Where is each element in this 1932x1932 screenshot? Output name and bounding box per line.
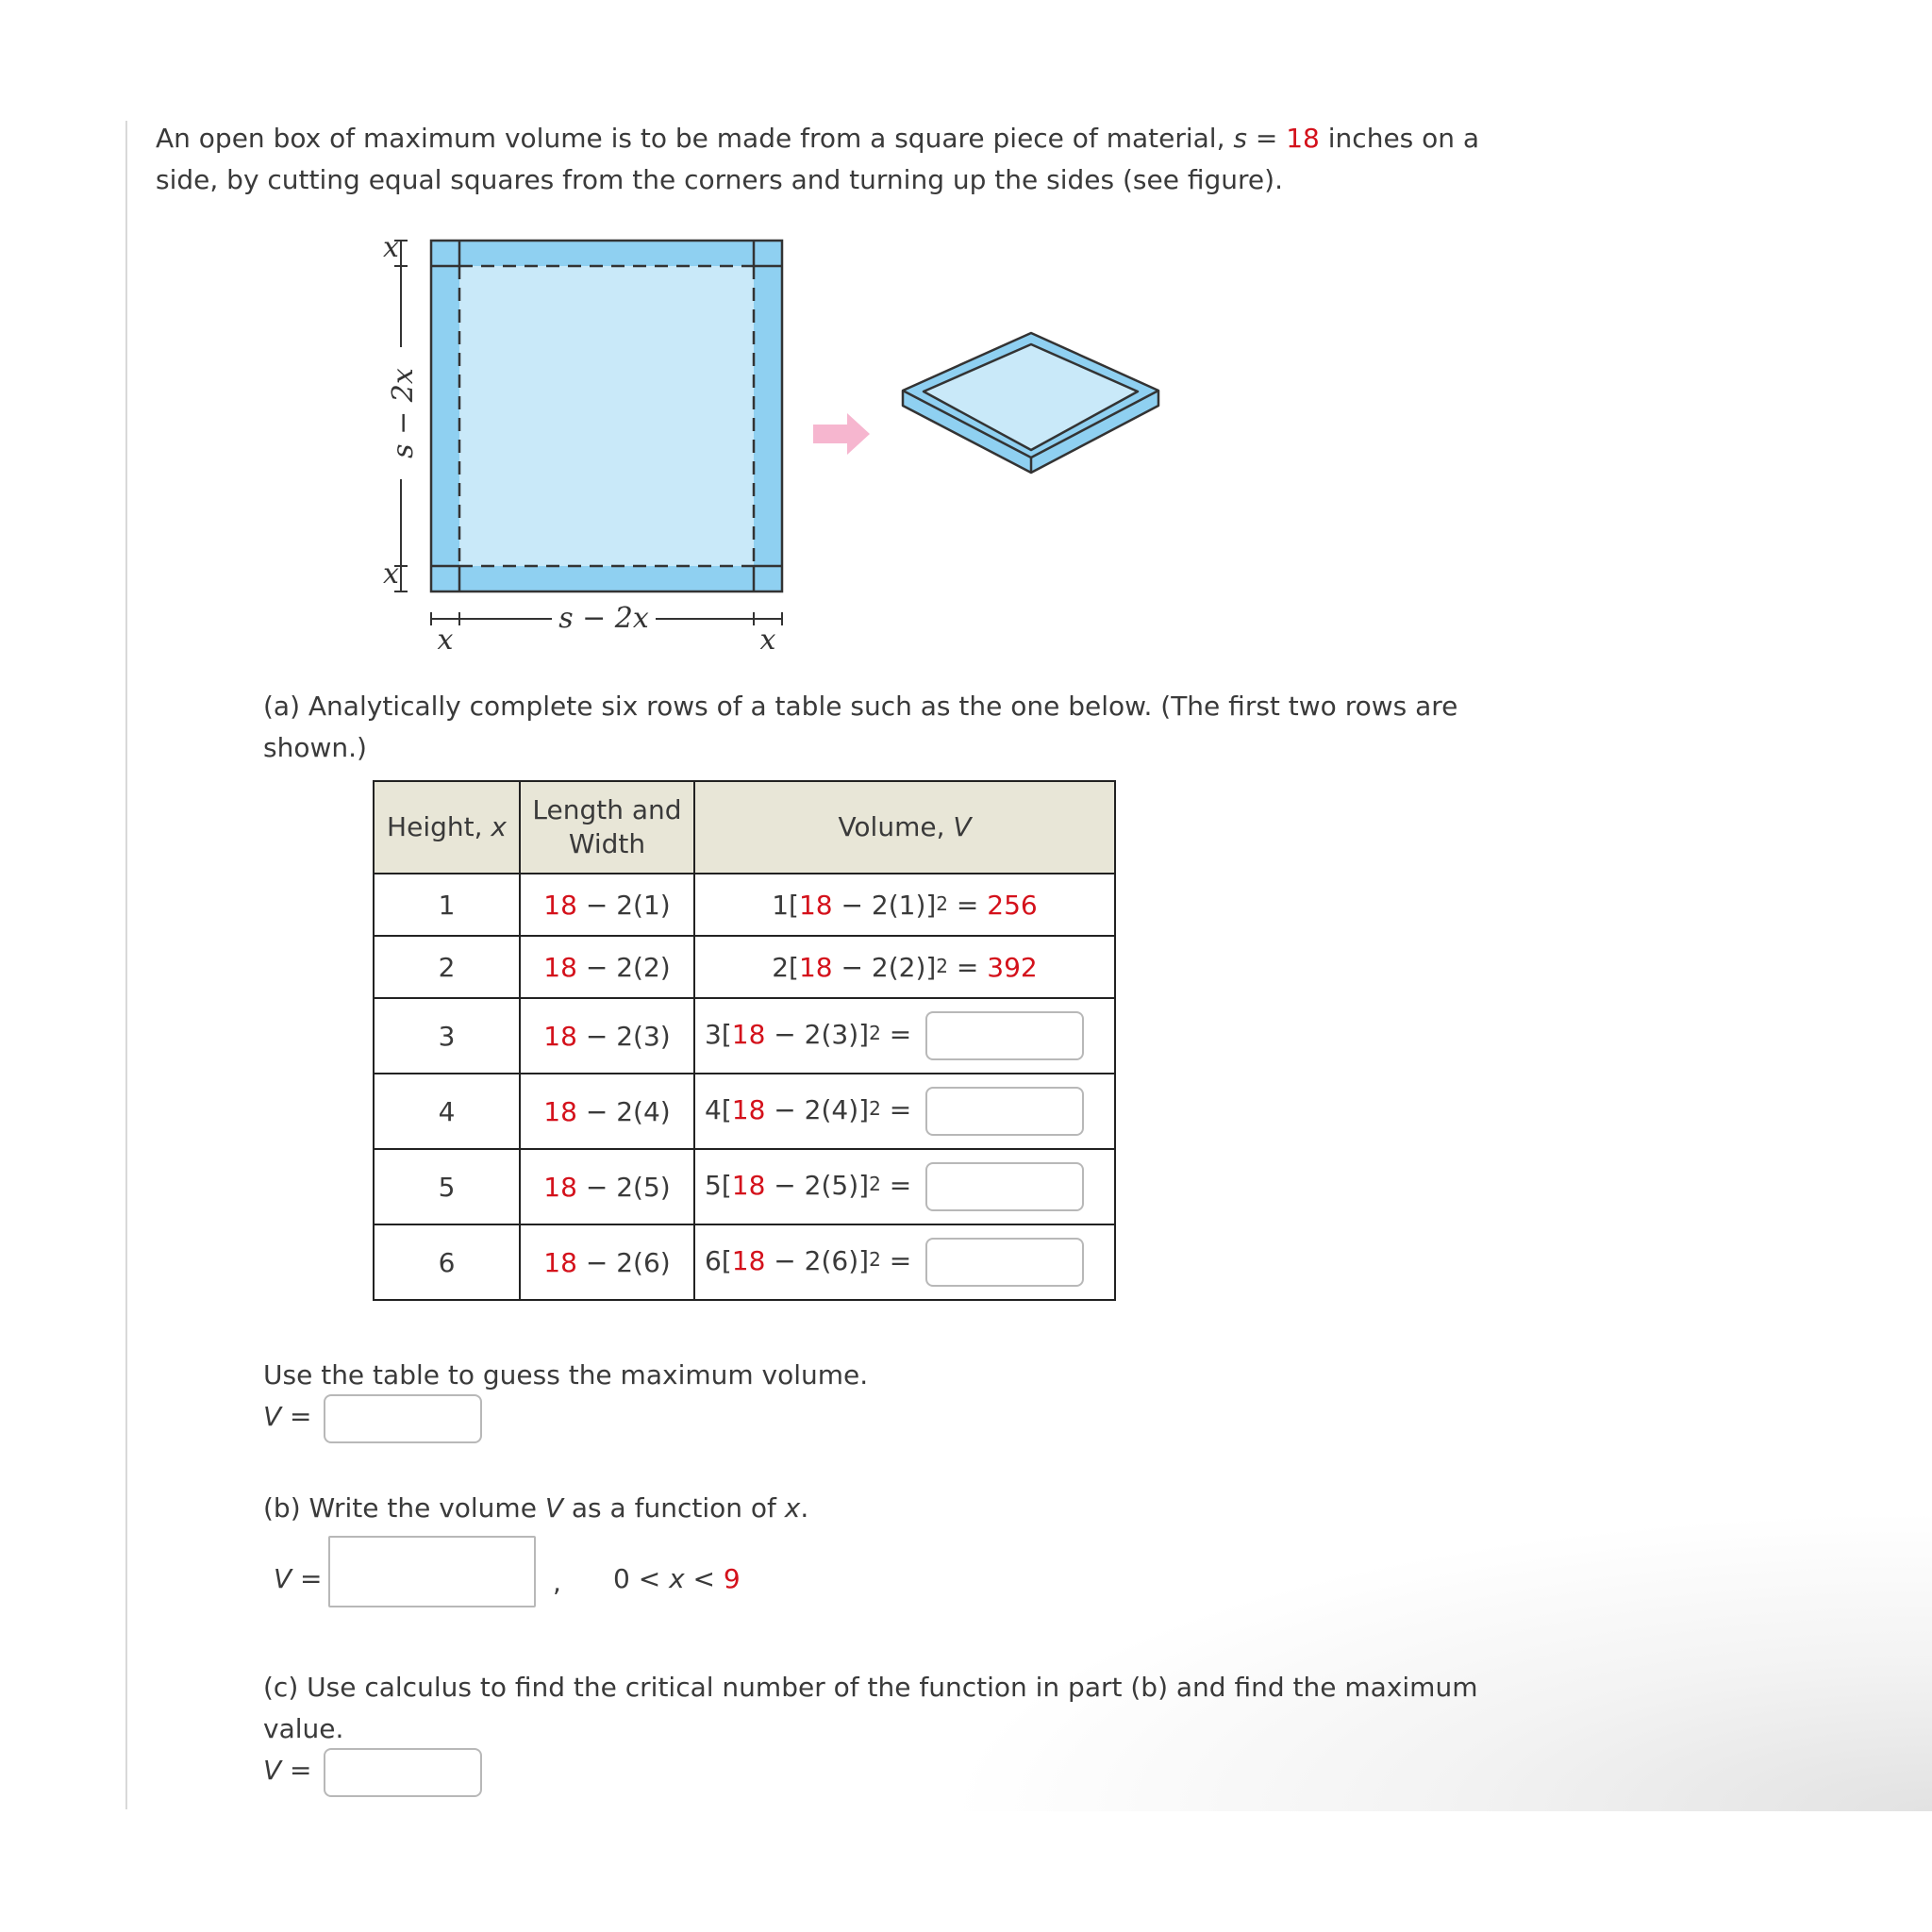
s-variable: s — [1233, 123, 1247, 154]
table-header-row — [374, 781, 1115, 874]
arrow-icon — [813, 413, 870, 455]
equals-sign: = — [1246, 123, 1287, 154]
cell-length-width: 18 − 2(1) — [520, 874, 694, 936]
cell-height: 6 — [374, 1224, 520, 1300]
sheet-base — [459, 266, 754, 566]
guess-v-label: V = — [263, 1401, 312, 1432]
part-a-prompt: (a) Analytically complete six rows of a table such as the one below. (The first two rows are — [263, 691, 1458, 722]
cell-height: 1 — [374, 874, 520, 936]
cell-height: 2 — [374, 936, 520, 998]
part-a-prompt-line2: shown.) — [263, 732, 367, 763]
cell-height: 3 — [374, 998, 520, 1074]
cell-length-width: 18 − 2(4) — [520, 1074, 694, 1149]
volume-function-input[interactable] — [328, 1536, 536, 1607]
table-row — [374, 1224, 1115, 1300]
header-length-width: Length and Width — [520, 781, 694, 874]
max-volume-guess-input[interactable] — [324, 1394, 482, 1443]
label-x-left: x — [437, 624, 454, 657]
domain-upper-bound: 9 — [723, 1563, 741, 1594]
label-side-horizontal: s − 2x — [558, 602, 649, 635]
open-box-drawing — [903, 333, 1158, 473]
label-x-top: x — [383, 231, 399, 264]
part-b-v-label: V = — [274, 1563, 323, 1594]
table-row — [374, 1149, 1115, 1224]
part-c-prompt-line2: value. — [263, 1713, 344, 1744]
problem-intro-line2: side, by cutting equal squares from the corners and turning up the sides (see figure). — [156, 164, 1283, 195]
volume-answer-input-x5[interactable] — [925, 1162, 1084, 1211]
intro-text-1: An open box of maximum volume is to be made from a square piece of material, — [156, 123, 1234, 154]
label-side-vertical: s − 2x — [387, 368, 420, 458]
volume-answer-input-x3[interactable] — [925, 1011, 1084, 1060]
table-row — [374, 936, 1115, 998]
part-c-v-label: V = — [263, 1755, 312, 1786]
volume-answer-input-x6[interactable] — [925, 1238, 1084, 1287]
part-b-prompt: (b) Write the volume V as a function of x. — [263, 1492, 809, 1524]
cell-volume: $1[18 - 2(1)]^2 = 256$ — [694, 874, 1115, 936]
part-c-prompt: (c) Use calculus to find the critical number of the function in part (b) and find the maximum — [263, 1672, 1478, 1703]
volume-answer-input-x4[interactable] — [925, 1087, 1084, 1136]
intro-text-2: inches on a — [1319, 123, 1480, 154]
table-row — [374, 1074, 1115, 1149]
cell-volume: $6[18 - 2(6)]^2$ = — [694, 1224, 1115, 1300]
background-shading — [943, 1509, 1932, 1811]
domain-text: 0 < x < 9 — [613, 1563, 741, 1594]
cell-height: 4 — [374, 1074, 520, 1149]
cell-volume: $4[18 - 2(4)]^2$ = — [694, 1074, 1115, 1149]
volume-result: 392 — [987, 951, 1038, 983]
cell-length-width: 18 − 2(2) — [520, 936, 694, 998]
cell-volume: $2[18 - 2(2)]^2 = 392$ — [694, 936, 1115, 998]
max-volume-calculus-input[interactable] — [324, 1748, 482, 1797]
header-height: Height, x — [374, 781, 520, 874]
table-row — [374, 874, 1115, 936]
part-b-comma: , — [553, 1567, 561, 1598]
box-figure — [368, 225, 1189, 658]
table-row — [374, 998, 1115, 1074]
cell-length-width: 18 − 2(3) — [520, 998, 694, 1074]
label-x-bottom: x — [383, 558, 399, 591]
cell-volume: $5[18 - 2(5)]^2$ = — [694, 1149, 1115, 1224]
problem-intro — [156, 118, 1479, 159]
volume-table — [373, 780, 1116, 1301]
guess-prompt: Use the table to guess the maximum volume. — [263, 1359, 869, 1391]
label-x-right: x — [759, 624, 776, 657]
content-left-border — [125, 121, 127, 1809]
cell-volume: $3[18 - 2(3)]^2$ = — [694, 998, 1115, 1074]
cell-length-width: 18 − 2(6) — [520, 1224, 694, 1300]
cell-height: 5 — [374, 1149, 520, 1224]
side-length-value: 18 — [1286, 123, 1320, 154]
header-volume: Volume, V — [694, 781, 1115, 874]
cell-length-width: 18 − 2(5) — [520, 1149, 694, 1224]
volume-result: 256 — [987, 889, 1038, 921]
